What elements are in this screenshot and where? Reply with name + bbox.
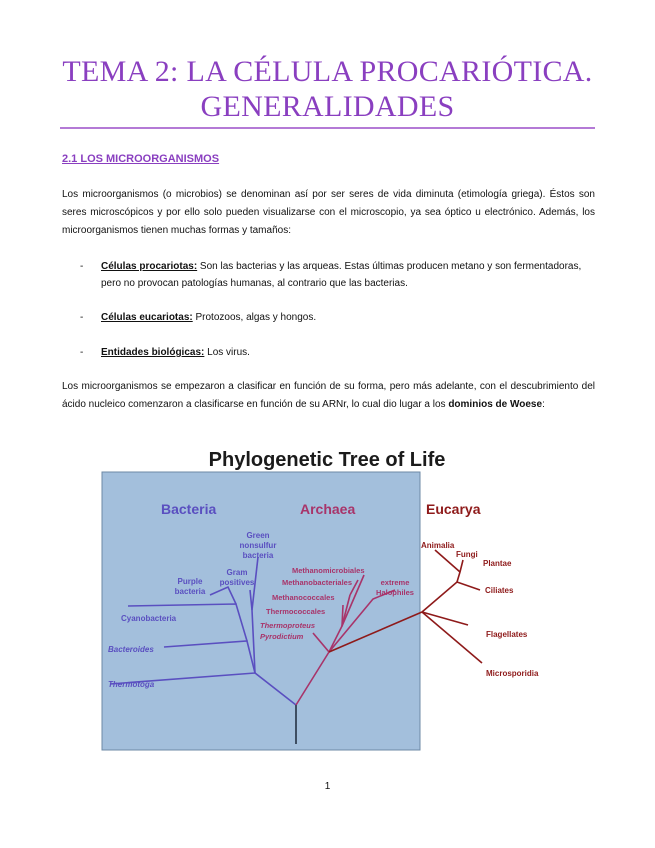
taxon-microsporidia: Microsporidia xyxy=(486,669,539,678)
taxon-halophiles: Halophiles xyxy=(376,588,414,597)
phylogenetic-tree-figure xyxy=(100,440,555,752)
list-item-label: Células procariotas: xyxy=(101,261,198,272)
woese-domains-term: dominios de Woese xyxy=(448,399,543,410)
intro-paragraph: Los microorganismos (o microbios) se denominan así por ser seres de vida diminuta (etimología griega). Éstos son seres microscópicos y por ello solo pueden visualizarse con el microscopio, ya sea óptico u electrónico. Además, los microorganismos tienen muchas formas y tamaños: xyxy=(62,189,595,236)
title-line-2: GENERALIDADES xyxy=(200,90,455,123)
taxon-animalia: Animalia xyxy=(421,541,455,550)
taxon-green-1: Green xyxy=(246,531,270,540)
taxon-purple-1: Purple xyxy=(177,577,203,586)
list-item-label: Células eucariotas: xyxy=(101,312,193,323)
taxon-ciliates: Ciliates xyxy=(485,586,514,595)
list-item-text: Protozoos, algas y hongos. xyxy=(192,312,317,323)
taxon-bacteroides: Bacteroides xyxy=(108,645,154,654)
taxon-cyanobacteria: Cyanobacteria xyxy=(121,614,177,623)
domain-bacteria-label: Bacteria xyxy=(161,501,217,517)
figure-title: Phylogenetic Tree of Life xyxy=(208,449,446,471)
list-bullet: - xyxy=(80,261,84,272)
section-heading: 2.1 LOS MICROORGANISMOS xyxy=(62,153,220,165)
list-bullet: - xyxy=(80,347,84,358)
list-bullet: - xyxy=(80,312,84,323)
taxon-green-2: nonsulfur xyxy=(239,541,277,550)
woese-text-end: : xyxy=(542,399,545,410)
taxon-gram-1: Gram xyxy=(226,568,248,577)
title-divider xyxy=(60,127,595,129)
taxon-gram-2: positives xyxy=(219,578,255,587)
taxon-plantae: Plantae xyxy=(483,559,512,568)
taxon-thermoproteus: Thermoproteus xyxy=(260,621,316,630)
taxon-purple-2: bacteria xyxy=(174,587,206,596)
domain-archaea-label: Archaea xyxy=(300,501,356,517)
taxon-green-3: bacteria xyxy=(242,551,274,560)
taxon-pyrodictium: Pyrodictium xyxy=(260,632,304,641)
page-number: 1 xyxy=(324,781,331,792)
taxon-thermococcales: Thermococcales xyxy=(266,607,326,616)
domain-eucarya-label: Eucarya xyxy=(426,501,481,517)
title-line-1: TEMA 2: LA CÉLULA PROCARIÓTICA. xyxy=(62,55,593,88)
woese-text: Los microorganismos se empezaron a clasificar en función de su forma, pero más adelante, con el descubrimiento del ácido nucleico comenzaron a clasificarse en función de su ARNr, lo cual dio lugar a los xyxy=(62,381,595,410)
list-item-text: Son las bacterias y las arqueas. Estas últimas producen metano y son fermentadoras, pero no provocan patologías humanas, al contrario que las bacterias. xyxy=(101,261,582,289)
list-item-text: Los virus. xyxy=(204,347,250,358)
taxon-extreme: extreme xyxy=(380,578,410,587)
page-title xyxy=(40,54,615,124)
tree-panel xyxy=(102,472,420,750)
taxon-fungi: Fungi xyxy=(456,550,478,559)
taxon-thermotoga: Thermotoga xyxy=(108,680,155,689)
taxon-methanomicrobiales: Methanomicrobiales xyxy=(292,566,365,575)
taxon-methanobacteriales: Methanobacteriales xyxy=(282,578,353,587)
list-item-label: Entidades biológicas: xyxy=(101,347,205,358)
taxon-flagellates: Flagellates xyxy=(486,630,528,639)
taxon-methanococcales: Methanococcales xyxy=(272,593,335,602)
woese-paragraph xyxy=(62,378,595,414)
